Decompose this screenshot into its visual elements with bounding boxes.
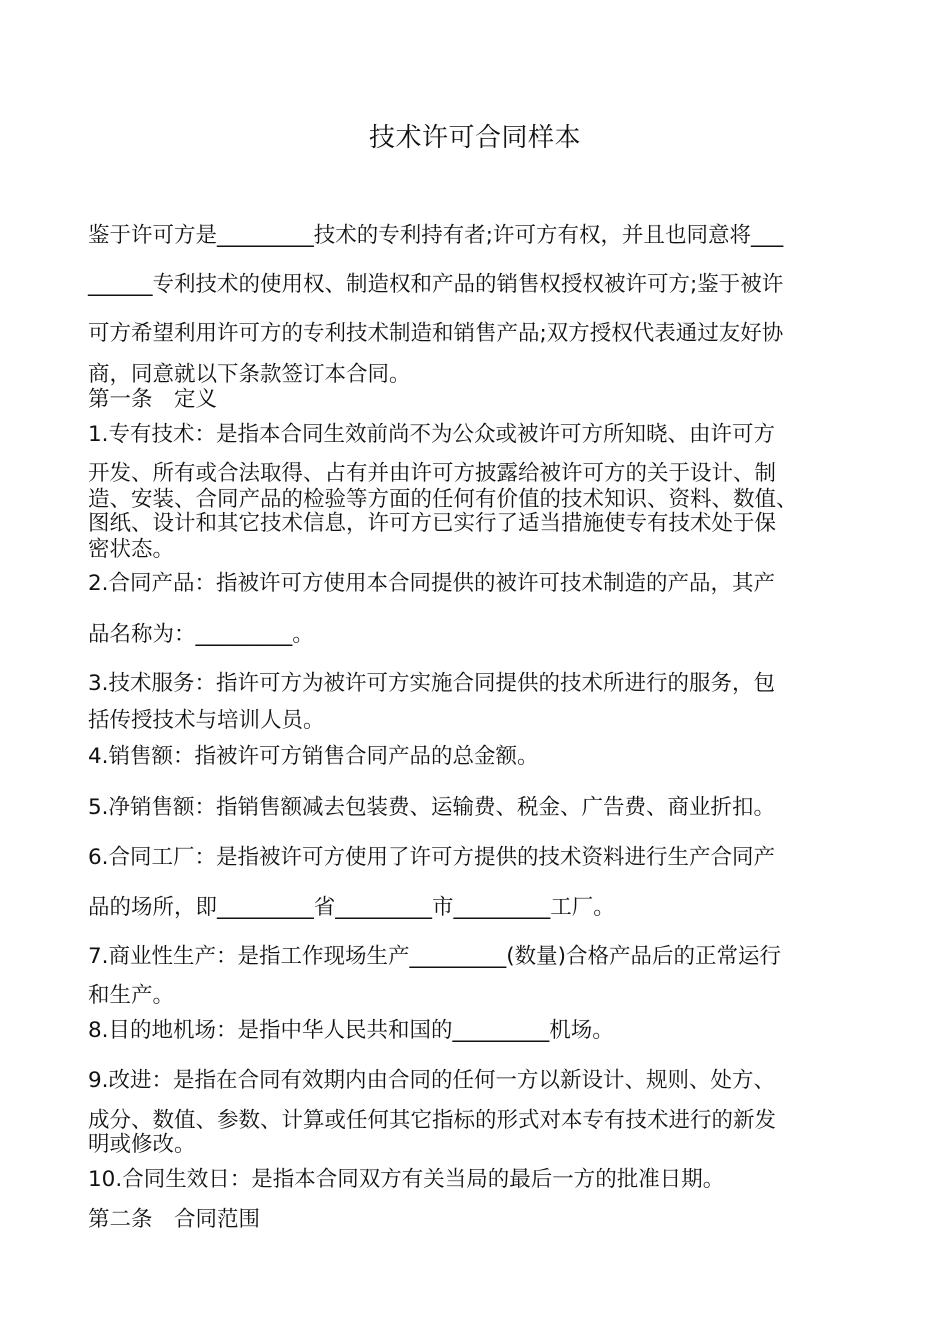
body-line: 和生产。 — [88, 983, 175, 1008]
body-line: 3.技术服务：指许可方为被许可方实施合同提供的技术所进行的服务，包 — [88, 671, 776, 696]
body-line: 商，同意就以下条款签订本合同。 — [88, 362, 411, 387]
body-line: ______专利技术的使用权、制造权和产品的销售权授权被许可方;鉴于被许 — [88, 272, 784, 297]
body-line: 2.合同产品：指被许可方使用本合同提供的被许可技术制造的产品，其产 — [88, 571, 776, 596]
body-line: 9.改进：是指在合同有效期内由合同的任何一方以新设计、规则、处方、 — [88, 1068, 776, 1093]
body-line: 7.商业性生产：是指工作现场生产_________(数量)合格产品后的正常运行 — [88, 944, 782, 969]
body-line: 密状态。 — [88, 537, 175, 562]
body-line: 图纸、设计和其它技术信息，许可方已实行了适当措施使专有技术处于保 — [88, 511, 777, 536]
body-line: 10.合同生效日：是指本合同双方有关当局的最后一方的批准日期。 — [88, 1167, 725, 1192]
body-line: 造、安装、合同产品的检验等方面的任何有价值的技术知识、资料、数值、 — [88, 487, 798, 512]
body-line: 可方希望利用许可方的专利技术制造和销售产品;双方授权代表通过友好协 — [88, 321, 784, 346]
section-heading: 第二条 合同范围 — [88, 1207, 261, 1232]
body-line: 明或修改。 — [88, 1132, 196, 1157]
section-heading: 第一条 定义 — [88, 387, 218, 412]
body-line: 品名称为：_________。 — [88, 622, 314, 647]
body-line: 鉴于许可方是_________技术的专利持有者;许可方有权，并且也同意将___ — [88, 223, 784, 248]
document-title: 技术许可合同样本 — [368, 123, 581, 153]
body-line: 开发、所有或合法取得、占有并由许可方披露给被许可方的关于设计、制 — [88, 461, 777, 486]
body-line: 品的场所，即_________省_________市_________工厂。 — [88, 895, 615, 920]
body-line: 6.合同工厂：是指被许可方使用了许可方提供的技术资料进行生产合同产 — [88, 845, 776, 870]
body-line: 1.专有技术：是指本合同生效前尚不为公众或被许可方所知晓、由许可方 — [88, 422, 776, 447]
body-line: 括传授技术与培训人员。 — [88, 708, 325, 733]
body-line: 8.目的地机场：是指中华人民共和国的_________机场。 — [88, 1018, 614, 1043]
body-line: 成分、数值、参数、计算或任何其它指标的形式对本专有技术进行的新发 — [88, 1108, 777, 1133]
body-line: 5.净销售额：指销售额减去包装费、运输费、税金、广告费、商业折扣。 — [88, 795, 776, 820]
body-line: 4.销售额：指被许可方销售合同产品的总金额。 — [88, 744, 539, 769]
